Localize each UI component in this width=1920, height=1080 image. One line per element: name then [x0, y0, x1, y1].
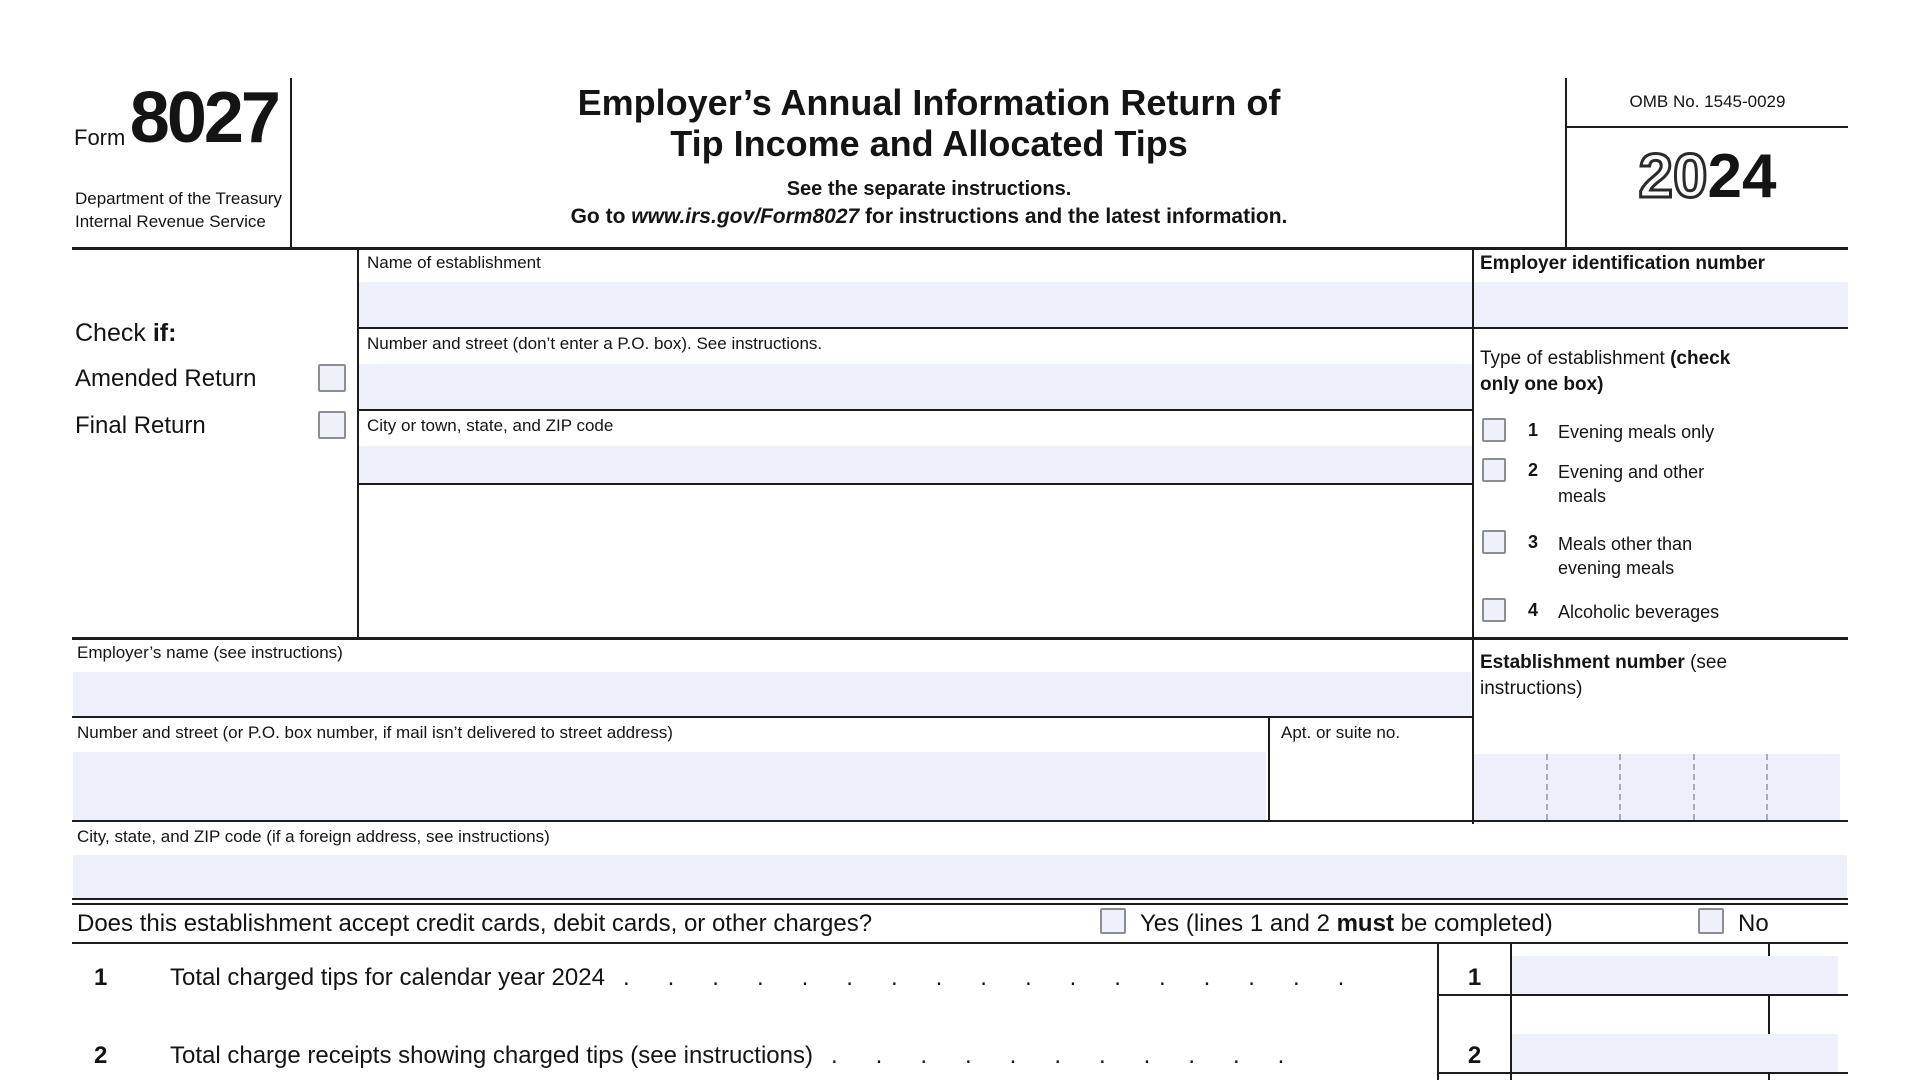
- establishment-number-cell[interactable]: [1546, 754, 1620, 820]
- row-divider: [357, 483, 1472, 485]
- line-2-text: [170, 1042, 1322, 1071]
- establishment-number-input[interactable]: [1474, 754, 1840, 820]
- section-divider: [72, 637, 1848, 640]
- establishment-number-cell[interactable]: [1474, 754, 1546, 820]
- title-line1: Employer’s Annual Information Return of: [577, 82, 1281, 123]
- double-rule-bottom: [72, 903, 1848, 905]
- check-if-bold: if:: [152, 319, 177, 347]
- goto-prefix: Go to: [570, 205, 632, 229]
- establishment-number-label: [1480, 650, 1738, 701]
- ein-input[interactable]: [1474, 282, 1848, 327]
- form-number: 8027: [129, 78, 278, 158]
- line-1-text: [170, 964, 1382, 993]
- establishment-name-input[interactable]: [359, 282, 1472, 327]
- employer-street-input[interactable]: [73, 752, 1266, 820]
- apt-cell-border: [1268, 716, 1270, 822]
- form-number-block: [74, 78, 278, 158]
- header-divider-left: [290, 78, 292, 247]
- table-row-divider: [1437, 994, 1848, 996]
- header-bottom-rule: [72, 247, 1848, 250]
- apt-suite-input[interactable]: [1272, 752, 1468, 820]
- omb-number: OMB No. 1545-0029: [1629, 92, 1786, 111]
- tax-year-outline: 20: [1638, 142, 1708, 211]
- line-1-number: 1: [94, 964, 108, 991]
- line-2-box-number: 2: [1467, 1042, 1482, 1069]
- line-1-dot-leader: .................: [622, 964, 1383, 991]
- establishment-city-label: City or town, state, and ZIP code: [367, 416, 614, 435]
- omb-underline: [1565, 126, 1848, 128]
- type-option-1-number: 1: [1528, 420, 1539, 440]
- establishment-street-label: Number and street (don’t enter a P.O. box). See instructions.: [367, 334, 823, 353]
- dept-line2: Internal Revenue Service: [75, 212, 266, 231]
- establishment-number-cell[interactable]: [1766, 754, 1840, 820]
- line-1-amount-input[interactable]: [1512, 956, 1838, 994]
- right-panel-left-border: [1472, 247, 1474, 824]
- type-option-1-label: Evening meals only: [1558, 422, 1715, 442]
- employer-city-label: City, state, and ZIP code (if a foreign address, see instructions): [77, 827, 550, 846]
- establishment-number-bold: Establishment number: [1480, 652, 1685, 673]
- type-option-2-number: 2: [1528, 460, 1539, 480]
- type-option-4-number: 4: [1528, 600, 1539, 620]
- employer-street-label: Number and street (or P.O. box number, if mail isn’t delivered to street address): [77, 723, 673, 742]
- title-line2: Tip Income and Allocated Tips: [670, 123, 1188, 165]
- form-title: [300, 82, 1558, 229]
- yes-prefix: Yes (lines 1 and 2: [1140, 910, 1337, 937]
- type-label-prefix: Type of establishment: [1480, 348, 1671, 369]
- credit-card-no-label: No: [1738, 910, 1769, 937]
- establishment-name-label: Name of establishment: [367, 253, 541, 272]
- employer-name-label: Employer’s name (see instructions): [77, 643, 343, 662]
- yes-bold: must: [1336, 910, 1394, 937]
- type-option-4-checkbox[interactable]: [1482, 598, 1506, 622]
- tax-year-bold: 24: [1707, 142, 1777, 211]
- goto-url: www.irs.gov/Form8027: [631, 205, 860, 229]
- final-return-checkbox[interactable]: [318, 411, 346, 439]
- establishment-number-rest: (see instructions): [1480, 652, 1728, 699]
- goto-line: [300, 205, 1558, 229]
- type-option-2-label: Evening and other meals: [1558, 462, 1705, 507]
- see-instructions: See the separate instructions.: [786, 178, 1072, 201]
- line-1-description: Total charged tips for calendar year 2024: [170, 964, 605, 991]
- employer-name-input[interactable]: [73, 672, 1471, 716]
- row-divider: [357, 327, 1848, 329]
- type-label-bold: (check only one box): [1480, 348, 1731, 395]
- credit-card-yes-checkbox[interactable]: [1100, 908, 1126, 934]
- row-divider: [357, 409, 1472, 411]
- apt-suite-label: Apt. or suite no.: [1281, 723, 1401, 742]
- goto-suffix: for instructions and the latest information.: [859, 205, 1288, 229]
- credit-card-no-checkbox[interactable]: [1698, 908, 1724, 934]
- question-bottom-rule: [72, 942, 1848, 944]
- line-1-box-number: 1: [1467, 964, 1482, 991]
- line-2-dot-leader: ...........: [830, 1042, 1323, 1069]
- line-2-number: 2: [94, 1042, 108, 1069]
- type-option-2-checkbox[interactable]: [1482, 458, 1506, 482]
- amended-return-checkbox[interactable]: [318, 364, 346, 392]
- tax-year: [1567, 142, 1848, 211]
- amended-return-label: Amended Return: [75, 365, 257, 392]
- line-2-description: Total charge receipts showing charged tips (see instructions): [170, 1042, 813, 1069]
- check-if-label: [75, 318, 176, 348]
- row-divider: [72, 820, 1848, 822]
- ein-label: Employer identification number: [1480, 253, 1766, 274]
- type-option-3-checkbox[interactable]: [1482, 530, 1506, 554]
- type-option-4-label: Alcoholic beverages: [1558, 602, 1720, 622]
- table-row-divider: [1437, 1072, 1848, 1074]
- type-option-1-checkbox[interactable]: [1482, 418, 1506, 442]
- establishment-number-cell[interactable]: [1619, 754, 1693, 820]
- establishment-city-input[interactable]: [359, 446, 1472, 483]
- final-return-label: Final Return: [75, 412, 206, 439]
- form-word: Form: [74, 124, 126, 150]
- establishment-street-input[interactable]: [359, 364, 1472, 409]
- establishment-number-cell[interactable]: [1693, 754, 1767, 820]
- employer-city-input[interactable]: [73, 855, 1847, 898]
- credit-card-yes-label: [1140, 910, 1553, 939]
- type-option-3-label: Meals other than evening meals: [1558, 534, 1693, 579]
- yes-suffix: be completed): [1393, 910, 1553, 937]
- row-divider: [72, 716, 1472, 718]
- dept-line1: Department of the Treasury: [75, 189, 282, 208]
- double-rule-top: [72, 898, 1848, 900]
- check-if-prefix: Check: [75, 319, 153, 347]
- type-of-establishment-label: [1480, 346, 1738, 397]
- credit-card-question: Does this establishment accept credit cards, debit cards, or other charges?: [77, 910, 873, 937]
- line-2-amount-input[interactable]: [1512, 1034, 1838, 1072]
- type-option-3-number: 3: [1528, 532, 1539, 552]
